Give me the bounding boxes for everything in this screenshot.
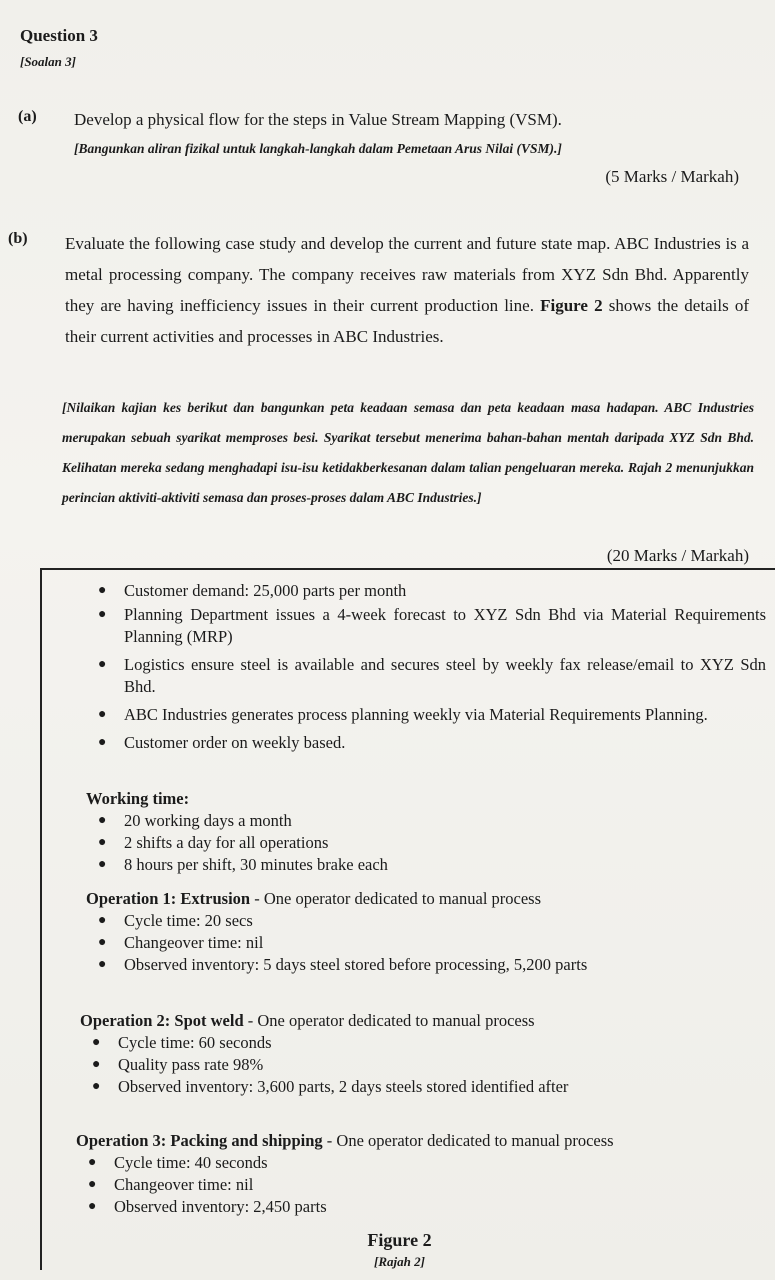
list-item: ● Cycle time: 40 seconds <box>88 1153 268 1172</box>
operation-2-section <box>80 1010 760 1098</box>
figure-caption-translation: [Rajah 2] <box>374 1254 425 1269</box>
operation-1-section <box>86 888 766 976</box>
list-item: ● Quality pass rate 98% <box>92 1055 264 1074</box>
list-item: ● 8 hours per shift, 30 minutes brake each <box>98 855 388 874</box>
part-b-label: (b) <box>8 230 28 247</box>
list-item: ● Cycle time: 60 seconds <box>92 1033 272 1052</box>
general-info-list <box>86 580 766 756</box>
list-item: ● Observed inventory: 2,450 parts <box>88 1197 327 1216</box>
list-item: ● ABC Industries generates process planning weekly via Material Requirements Planning. <box>98 705 708 724</box>
operation-3-title: Operation 3: Packing and shipping - One operator dedicated to manual process <box>76 1131 614 1150</box>
list-item: ● Changeover time: nil <box>98 933 264 952</box>
list-item: ● Planning Department issues a 4-week forecast to XYZ Sdn Bhd via Material Requirements Planning (MRP) <box>98 605 766 646</box>
part-a-marks: (5 Marks / Markah) <box>605 167 739 186</box>
working-time-section <box>86 788 766 876</box>
part-b-figure-ref: Figure 2 <box>540 296 603 315</box>
part-b-translation: [Nilaikan kajian kes berikut dan bangunkan peta keadaan semasa dan peta keadaan masa hadapan. ABC Industries merupakan sebuah syarikat memproses besi. Syarikat tersebut menerima bahan-bahan mentah daripada XYZ Sdn Bhd. Kelihatan mereka sedang menghadapi isu-isu ketidakberkesanan dalam talian pengeluaran mereka. Rajah 2 menunjukkan perincian aktiviti-aktiviti semasa dan proses-proses dalam ABC Industries.] <box>62 400 754 505</box>
list-item: ● Customer demand: 25,000 parts per month <box>98 581 407 600</box>
part-b-text-end: shows the details of their current activities and processes in ABC Industries. <box>65 296 749 346</box>
operation-1-title: Operation 1: Extrusion - One operator dedicated to manual process <box>86 889 542 908</box>
figure-caption: Figure 2 <box>367 1230 432 1250</box>
question-title: Question 3 <box>20 26 98 45</box>
operation-3-section <box>76 1130 756 1218</box>
list-item: ● Observed inventory: 3,600 parts, 2 days steels stored identified after <box>92 1077 569 1096</box>
part-b-marks: (20 Marks / Markah) <box>606 546 749 565</box>
list-item: ● 2 shifts a day for all operations <box>98 833 329 852</box>
part-b-text-main: Evaluate the following case study and develop the current and future state map. ABC Industries is a metal processing company. The company receives raw materials from XYZ Sdn Bhd. Apparently they are having inefficiency issues in their current production line. <box>65 234 749 315</box>
list-item: ● Logistics ensure steel is available and secures steel by weekly fax release/email to XYZ Sdn Bhd. <box>98 655 766 696</box>
working-time-title: Working time: <box>86 789 190 808</box>
question-subtitle: [Soalan 3] <box>20 54 76 69</box>
list-item: ● Cycle time: 20 secs <box>98 911 253 930</box>
part-a-text: Develop a physical flow for the steps in Value Stream Mapping (VSM). <box>74 110 562 129</box>
operation-2-title: Operation 2: Spot weld - One operator dedicated to manual process <box>80 1011 535 1030</box>
part-a-translation: [Bangunkan aliran fizikal untuk langkah-langkah dalam Pemetaan Arus Nilai (VSM).] <box>74 141 562 156</box>
list-item: ● 20 working days a month <box>98 811 292 830</box>
part-b-text <box>65 228 749 352</box>
part-a-label: (a) <box>18 108 37 125</box>
figure-2-box <box>40 568 775 1270</box>
list-item: ● Customer order on weekly based. <box>98 733 346 752</box>
list-item: ● Changeover time: nil <box>88 1175 254 1194</box>
list-item: ● Observed inventory: 5 days steel stored before processing, 5,200 parts <box>98 955 588 974</box>
